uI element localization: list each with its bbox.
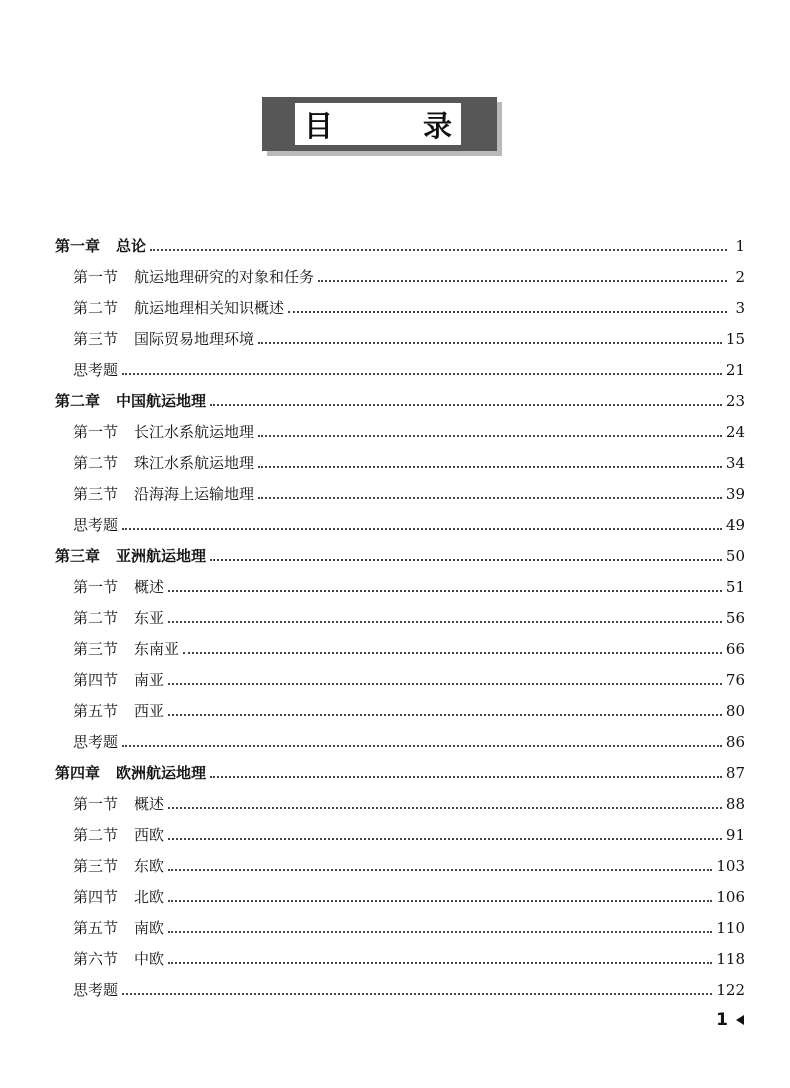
dot-leader: [258, 342, 722, 344]
toc-entry-label: [73, 607, 164, 628]
toc-entry-label: [55, 390, 206, 411]
dot-leader: [183, 652, 722, 654]
toc-entry-label: [73, 452, 254, 473]
toc-section-row[interactable]: [55, 354, 745, 385]
toc-entry-label: [73, 917, 164, 938]
toc-entry-title: 北欧: [134, 888, 165, 906]
toc-entry-title: 欧洲航运地理: [116, 764, 207, 782]
toc-entry-page: 91: [725, 825, 745, 844]
toc-entry-number: 第四节: [73, 671, 119, 689]
toc-entry-page: 106: [716, 887, 745, 906]
toc-section-row[interactable]: [55, 509, 745, 540]
toc-entry-title: 西亚: [134, 702, 165, 720]
toc-entry-label: [73, 948, 164, 969]
toc-chapter-row[interactable]: [55, 540, 745, 571]
toc-entry-title: 总论: [116, 237, 147, 255]
toc-section-row[interactable]: [55, 292, 745, 323]
toc-entry-title: 东亚: [134, 609, 165, 627]
toc-entry-label: [73, 421, 254, 442]
table-of-contents: [55, 230, 745, 1005]
dot-leader: [168, 621, 722, 623]
toc-entry-label: [73, 886, 164, 907]
toc-entry-page: 122: [716, 980, 745, 999]
toc-entry-title: 航运地理研究的对象和任务: [134, 268, 315, 286]
dot-leader: [168, 683, 722, 685]
toc-entry-label: [73, 266, 314, 287]
toc-entry-number: 第四章: [55, 764, 101, 782]
toc-entry-page: 86: [725, 732, 745, 751]
dot-leader: [168, 869, 712, 871]
toc-entry-title: 概述: [134, 578, 165, 596]
toc-entry-title: 思考题: [73, 981, 119, 999]
dot-leader: [288, 311, 727, 313]
toc-entry-label: [55, 545, 206, 566]
toc-entry-label: [73, 979, 118, 1000]
toc-entry-page: 1: [735, 236, 745, 255]
toc-entry-page: 51: [725, 577, 745, 596]
toc-entry-page: 15: [725, 329, 745, 348]
toc-entry-label: [73, 669, 164, 690]
dot-leader: [168, 590, 722, 592]
toc-entry-title: 东南亚: [134, 640, 180, 658]
toc-section-row[interactable]: [55, 850, 745, 881]
toc-entry-number: 第一节: [73, 578, 119, 596]
toc-section-row[interactable]: [55, 261, 745, 292]
toc-entry-page: 87: [725, 763, 745, 782]
toc-section-row[interactable]: [55, 602, 745, 633]
toc-entry-label: [73, 514, 118, 535]
toc-section-row[interactable]: [55, 478, 745, 509]
toc-entry-page: 76: [725, 670, 745, 689]
toc-entry-number: 第一节: [73, 795, 119, 813]
toc-entry-number: 第五节: [73, 919, 119, 937]
toc-section-row[interactable]: [55, 571, 745, 602]
toc-chapter-row[interactable]: [55, 385, 745, 416]
toc-entry-page: 88: [725, 794, 745, 813]
dot-leader: [210, 776, 722, 778]
toc-entry-title: 思考题: [73, 733, 119, 751]
toc-entry-title: 中国航运地理: [116, 392, 207, 410]
toc-entry-title: 概述: [134, 795, 165, 813]
dot-leader: [258, 435, 722, 437]
toc-entry-number: 第三节: [73, 330, 119, 348]
dot-leader: [258, 466, 722, 468]
page-footer: [716, 1010, 744, 1030]
toc-entry-label: [73, 700, 164, 721]
toc-entry-title: 沿海海上运输地理: [134, 485, 255, 503]
toc-entry-page: 34: [725, 453, 745, 472]
toc-entry-page: 80: [725, 701, 745, 720]
dot-leader: [210, 559, 722, 561]
left-triangle-icon: [736, 1015, 744, 1025]
toc-entry-number: 第二节: [73, 454, 119, 472]
toc-entry-label: [73, 328, 254, 349]
toc-entry-number: 第三节: [73, 485, 119, 503]
page-number: 1: [716, 1010, 728, 1030]
toc-entry-number: 第四节: [73, 888, 119, 906]
toc-section-row[interactable]: [55, 416, 745, 447]
toc-entry-page: 56: [725, 608, 745, 627]
dot-leader: [122, 745, 722, 747]
dot-leader: [122, 528, 722, 530]
toc-section-row[interactable]: [55, 881, 745, 912]
toc-entry-title: 东欧: [134, 857, 165, 875]
toc-section-row[interactable]: [55, 788, 745, 819]
toc-section-row[interactable]: [55, 323, 745, 354]
dot-leader: [150, 249, 727, 251]
toc-entry-number: 第一节: [73, 423, 119, 441]
toc-entry-label: [55, 762, 206, 783]
dot-leader: [168, 838, 722, 840]
toc-entry-number: 第一节: [73, 268, 119, 286]
dot-leader: [210, 404, 722, 406]
toc-entry-page: 23: [725, 391, 745, 410]
toc-entry-number: 第五节: [73, 702, 119, 720]
dot-leader: [122, 993, 712, 995]
toc-entry-page: 21: [725, 360, 745, 379]
toc-entry-label: [73, 297, 284, 318]
toc-entry-page: 49: [725, 515, 745, 534]
toc-entry-title: 长江水系航运地理: [134, 423, 255, 441]
toc-entry-page: 103: [716, 856, 745, 875]
toc-entry-title: 南亚: [134, 671, 165, 689]
toc-entry-label: [73, 576, 164, 597]
toc-entry-title: 南欧: [134, 919, 165, 937]
toc-entry-title: 国际贸易地理环境: [134, 330, 255, 348]
toc-entry-title: 思考题: [73, 516, 119, 534]
toc-entry-title: 航运地理相关知识概述: [134, 299, 285, 317]
toc-entry-number: 第二节: [73, 609, 119, 627]
toc-entry-number: 第三节: [73, 640, 119, 658]
toc-entry-page: 2: [735, 267, 745, 286]
toc-entry-number: 第三章: [55, 547, 101, 565]
dot-leader: [318, 280, 727, 282]
dot-leader: [168, 714, 722, 716]
toc-entry-label: [73, 483, 254, 504]
toc-entry-number: 第二章: [55, 392, 101, 410]
toc-entry-number: 第三节: [73, 857, 119, 875]
toc-section-row[interactable]: [55, 633, 745, 664]
dot-leader: [258, 497, 722, 499]
toc-entry-page: 3: [735, 298, 745, 317]
toc-section-row[interactable]: [55, 912, 745, 943]
toc-entry-label: [73, 731, 118, 752]
toc-chapter-row[interactable]: [55, 757, 745, 788]
toc-entry-label: [73, 824, 164, 845]
dot-leader: [168, 931, 712, 933]
toc-entry-number: 第一章: [55, 237, 101, 255]
toc-entry-page: 50: [725, 546, 745, 565]
toc-entry-label: [73, 793, 164, 814]
toc-entry-title: 思考题: [73, 361, 119, 379]
title-frame: [295, 103, 493, 145]
dot-leader: [122, 373, 722, 375]
toc-entry-label: [55, 235, 146, 256]
toc-section-row[interactable]: [55, 974, 745, 1005]
toc-entry-number: 第二节: [73, 299, 119, 317]
toc-entry-title: 珠江水系航运地理: [134, 454, 255, 472]
toc-entry-page: 24: [725, 422, 745, 441]
toc-chapter-row[interactable]: [55, 230, 745, 261]
toc-entry-page: 118: [716, 949, 745, 968]
toc-section-row[interactable]: [55, 726, 745, 757]
toc-section-row[interactable]: [55, 447, 745, 478]
toc-entry-title: 中欧: [134, 950, 165, 968]
dot-leader: [168, 962, 712, 964]
toc-entry-label: [73, 638, 179, 659]
toc-section-row[interactable]: [55, 943, 745, 974]
dot-leader: [168, 807, 722, 809]
toc-entry-number: 第六节: [73, 950, 119, 968]
toc-entry-label: [73, 855, 164, 876]
toc-entry-page: 66: [725, 639, 745, 658]
page-title: 目 录: [303, 108, 493, 143]
toc-section-row[interactable]: [55, 819, 745, 850]
dot-leader: [168, 900, 712, 902]
toc-entry-title: 西欧: [134, 826, 165, 844]
toc-section-row[interactable]: [55, 664, 745, 695]
toc-entry-page: 110: [716, 918, 745, 937]
toc-entry-label: [73, 359, 118, 380]
toc-section-row[interactable]: [55, 695, 745, 726]
title-banner: [262, 97, 497, 151]
toc-entry-number: 第二节: [73, 826, 119, 844]
toc-entry-page: 39: [725, 484, 745, 503]
toc-entry-title: 亚洲航运地理: [116, 547, 207, 565]
